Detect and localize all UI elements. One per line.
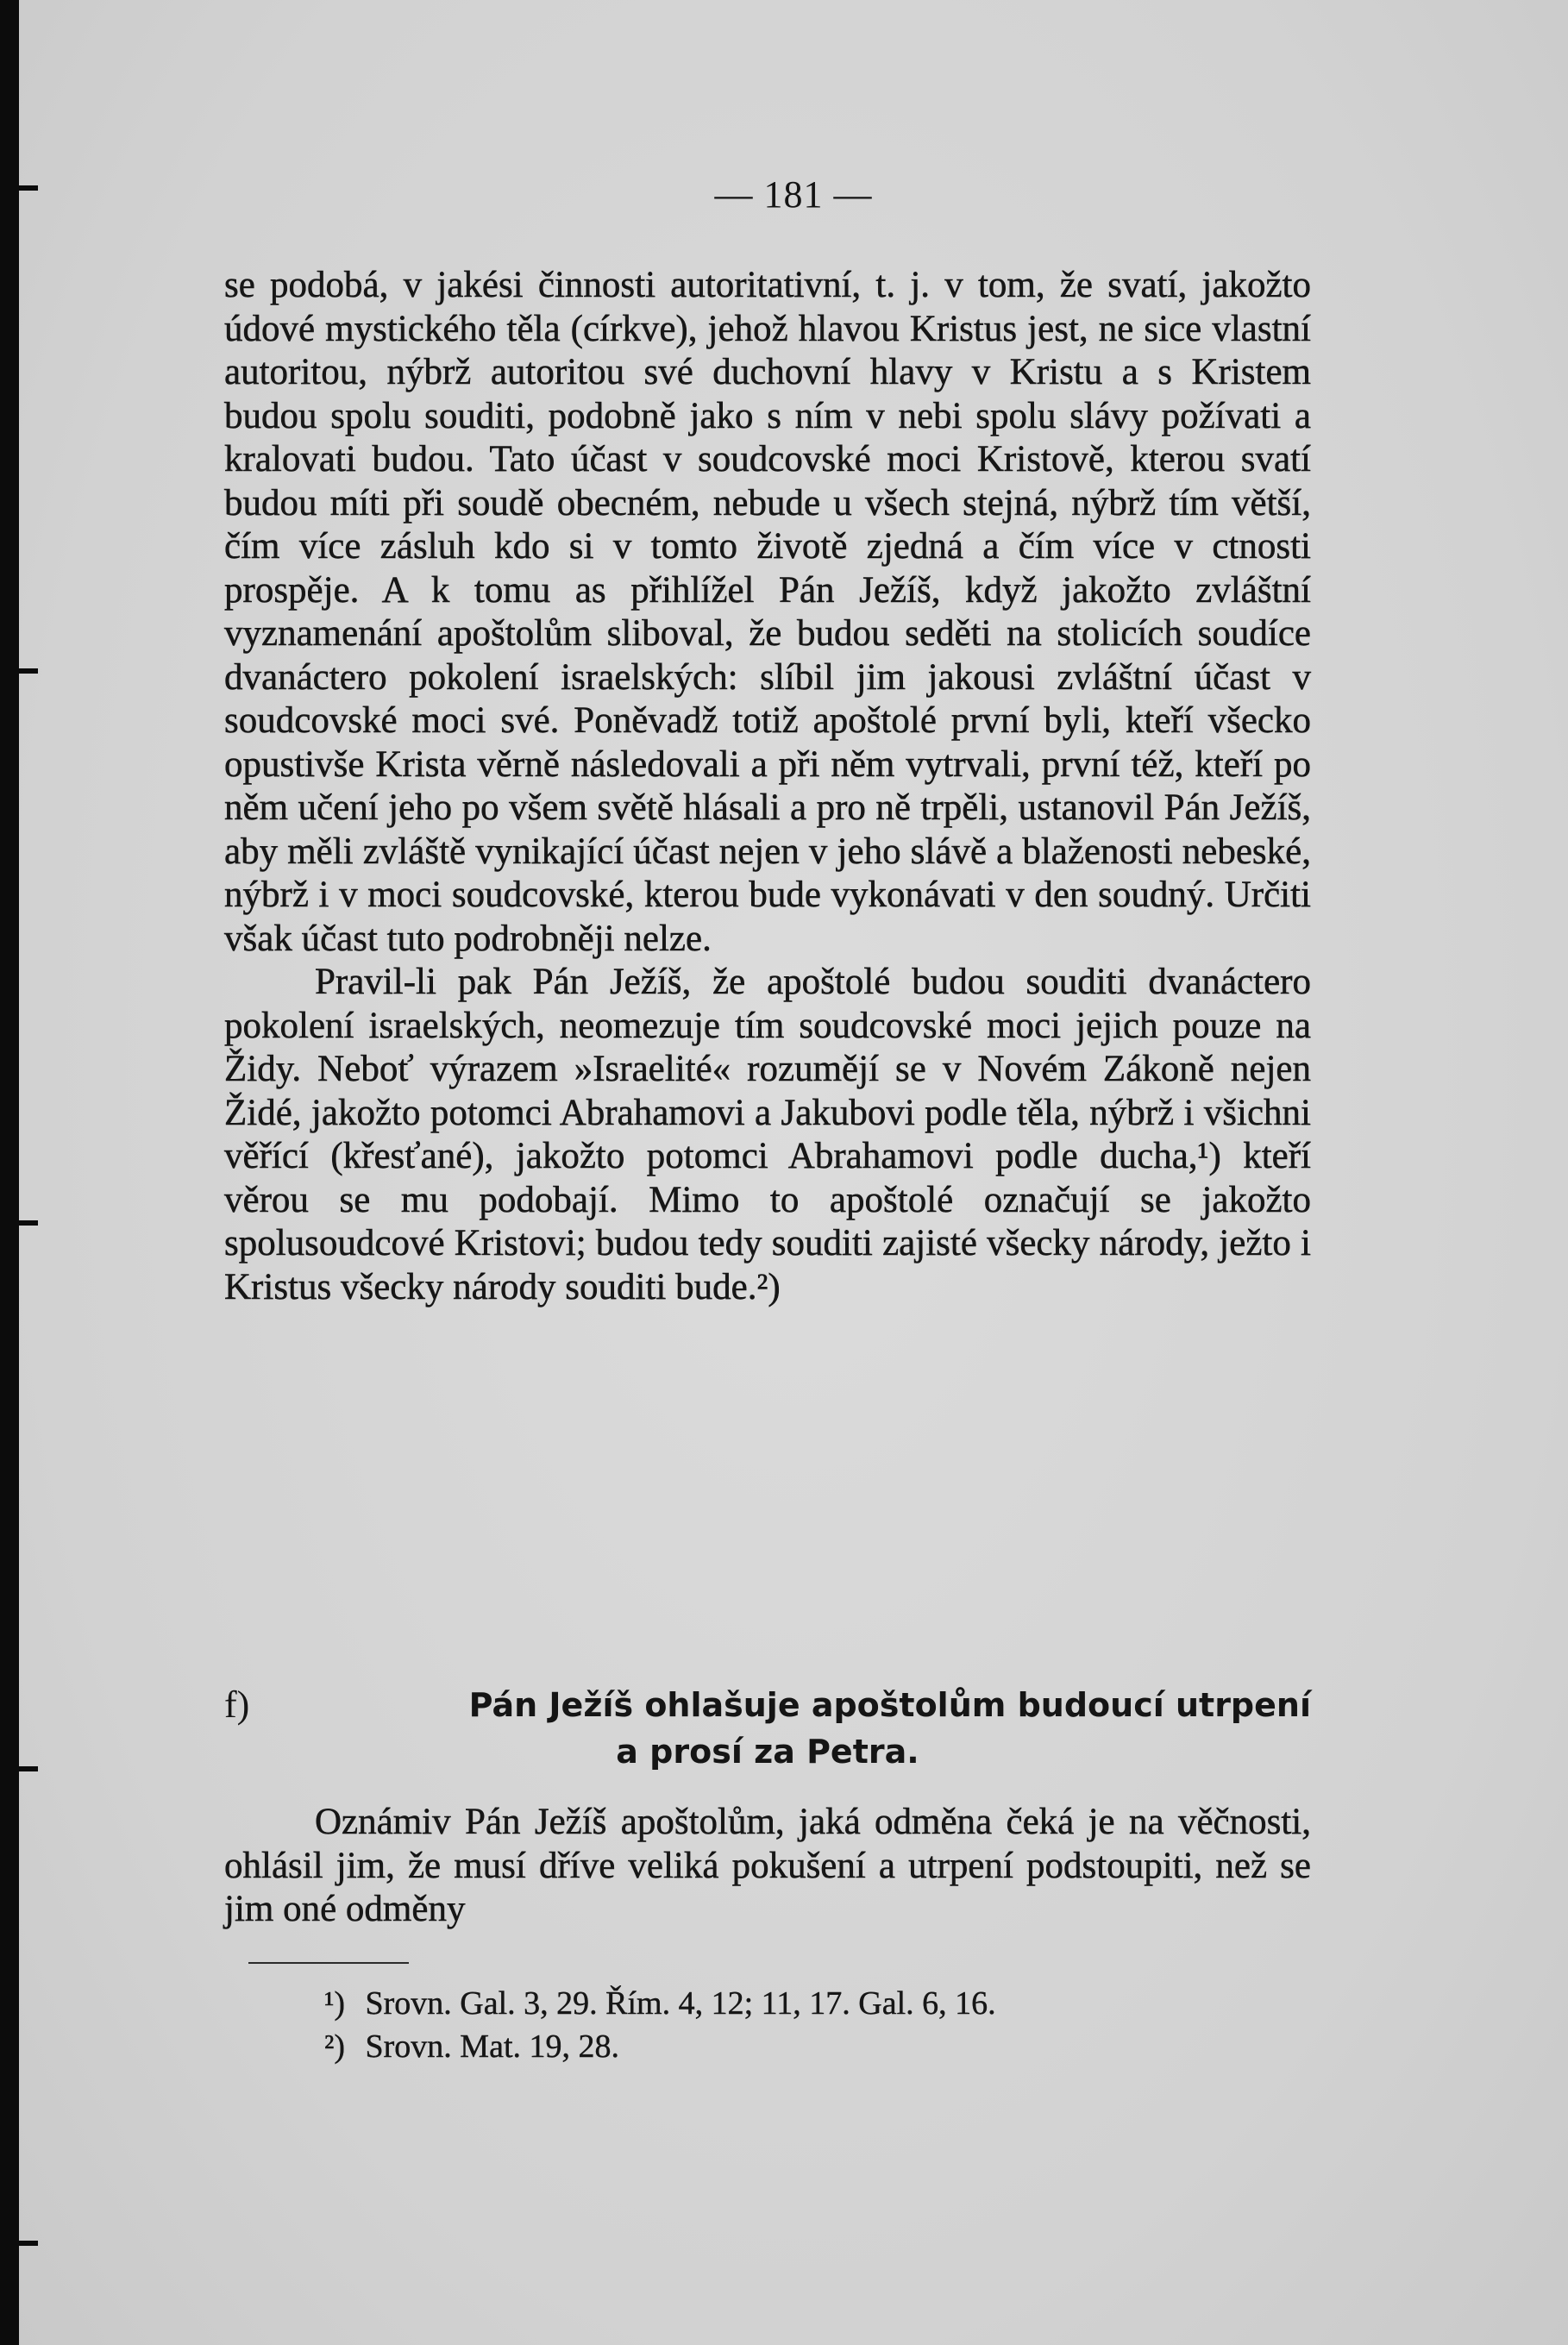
binding-mark (19, 2241, 38, 2246)
footnote (324, 1982, 1187, 2025)
section-heading (224, 1682, 1311, 1775)
section-text (224, 1801, 1311, 1932)
binding-mark (19, 1766, 38, 1771)
footnote-mark: ²) (324, 2028, 346, 2065)
section-title-line-1: Pán Ježíš ohlašuje apoštolům budoucí utrpení (468, 1686, 1311, 1724)
paragraph: se podobá, v jakési činnosti autoritativní, t. j. v tom, že svatí, jakožto údové mystického těla (církve), jehož hlavou Kristus jest, ne sice vlastní autoritou, nýbrž autoritou své duchovní hlavy v Kristu a s Kristem budou spolu souditi, podobně jako s ním v nebi spolu slávy požívati a kralovati budou. Tato účast v soudcovské moci Kristově, kterou svatí budou míti při soudě obecném, nebude u všech stejná, nýbrž tím větší, čím více zásluh kdo si v tomto životě zjedná a čím více v ctnosti prospěje. A k tomu as přihlížel Pán Ježíš, když jakožto zvláštní vyznamenání apoštolům sliboval, že budou seděti na stolicích soudíce dvanáctero pokolení israelských: slíbil jim jakousi zvláštní účast v soudcovské moci své. Poněvadž totiž apoštolé první byli, kteří všecko opustivše Krista věrně následovali a při něm vytrvali, první též, kteří po něm učení jeho po všem světě hlásali a pro ně trpěli, ustanovil Pán Ježíš, aby měli zvláště vynikající účast nejen v jeho slávě a blaženosti nebeské, nýbrž i v moci soudcovské, kterou bude vykonávati v den soudný. Určiti však účast tuto podrobněji nelze. (224, 265, 1311, 959)
footnote-text: Srovn. Mat. 19, 28. (365, 2028, 619, 2065)
footnote-mark: ¹) (324, 1985, 346, 2022)
section-marker: f) (224, 1684, 250, 1726)
footnote-text: Srovn. Gal. 3, 29. Řím. 4, 12; 11, 17. Gal. 6, 16. (365, 1985, 996, 2022)
book-page (19, 0, 1568, 2345)
main-text (224, 264, 1311, 1309)
section-title-line-2: a prosí za Petra. (616, 1733, 919, 1771)
paragraph: Oznámiv Pán Ježíš apoštolům, jaká odměna čeká je na věčnosti, ohlásil jim, že musí dříve veliká pokušení a utrpení podstoupiti, než se jim oné odměny (224, 1802, 1311, 1929)
binding-mark (19, 668, 38, 674)
paragraph: Pravil-li pak Pán Ježíš, že apoštolé budou souditi dvanáctero pokolení israelských, neomezuje tím soudcovské moci jejich pouze na Židy. Neboť výrazem »Israelité« rozumějí se v Novém Zákoně nejen Židé, jakožto potomci Abrahamovi a Jakubovi podle těla, nýbrž i všichni věřící (křesťané), jakožto potomci Abrahamovi podle ducha,¹) kteří věrou se mu podobají. Mimo to apoštolé označují se jakožto spolusoudcové Kristovi; budou tedy souditi zajisté všecky národy, ježto i Kristus všecky národy souditi bude.²) (224, 962, 1311, 1307)
page-number: — 181 — (714, 173, 873, 216)
binding-mark (19, 1220, 38, 1226)
footnote (324, 2025, 1187, 2068)
footnotes (324, 1982, 1187, 2068)
footnote-divider (248, 1962, 409, 1964)
